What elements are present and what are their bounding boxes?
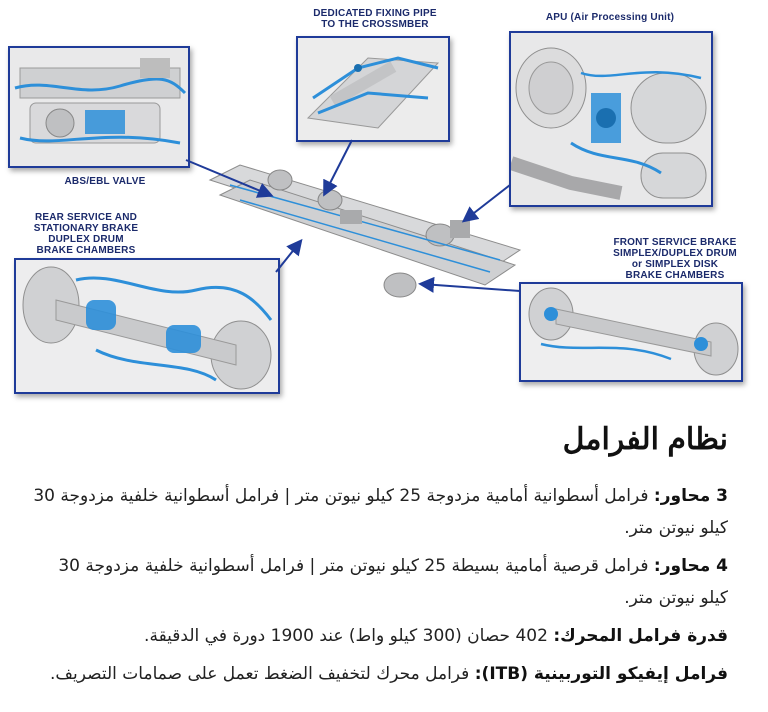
spec-engine-brake-power xyxy=(30,620,728,652)
spec-label: فرامل إيفيكو التوربينية (ITB): xyxy=(474,664,728,684)
spec-text: فرامل محرك لتخفيف الضغط تعمل على صمامات التصريف. xyxy=(50,664,470,684)
section-title: نظام الفرامل xyxy=(562,423,728,456)
spec-3-axles xyxy=(30,480,728,544)
callout-rear-brake: REAR SERVICE AND STATIONARY BRAKE DUPLEX DRUM BRAKE CHAMBERS xyxy=(33,212,139,256)
spec-label: قدرة فرامل المحرك: xyxy=(553,626,728,646)
callout-front-brake: FRONT SERVICE BRAKE SIMPLEX/DUPLEX DRUM or SIMPLEX DISK BRAKE CHAMBERS xyxy=(613,237,737,281)
spec-itb xyxy=(30,658,728,690)
spec-label: 3 محاور: xyxy=(653,486,728,506)
spec-label: 4 محاور: xyxy=(653,556,728,576)
callout-apu: APU (Air Processing Unit) xyxy=(545,12,675,23)
callout-abs-ebl-valve: ABS/EBL VALVE xyxy=(64,176,146,187)
brake-specs-section xyxy=(30,420,728,696)
arrow-abs xyxy=(186,160,270,195)
callout-fixing-pipe: DEDICATED FIXING PIPE TO THE CROSSMBER xyxy=(313,8,437,30)
spec-text: فرامل قرصية أمامية بسيطة 25 كيلو نيوتن متر | فرامل أسطوانية خلفية مزدوجة 30 كيلو نيوتن متر. xyxy=(58,556,728,608)
arrow-rear xyxy=(276,242,300,272)
arrow-fixing-pipe xyxy=(325,140,352,193)
spec-text: 402 حصان (300 كيلو واط) عند 1900 دورة في الدقيقة. xyxy=(144,626,548,646)
arrow-apu xyxy=(465,185,510,220)
arrow-front xyxy=(422,284,520,291)
spec-4-axles xyxy=(30,550,728,614)
spec-text: فرامل أسطوانية أمامية مزدوجة 25 كيلو نيوتن متر | فرامل أسطوانية خلفية مزدوجة 30 كيلو نيوتن متر. xyxy=(33,486,728,538)
